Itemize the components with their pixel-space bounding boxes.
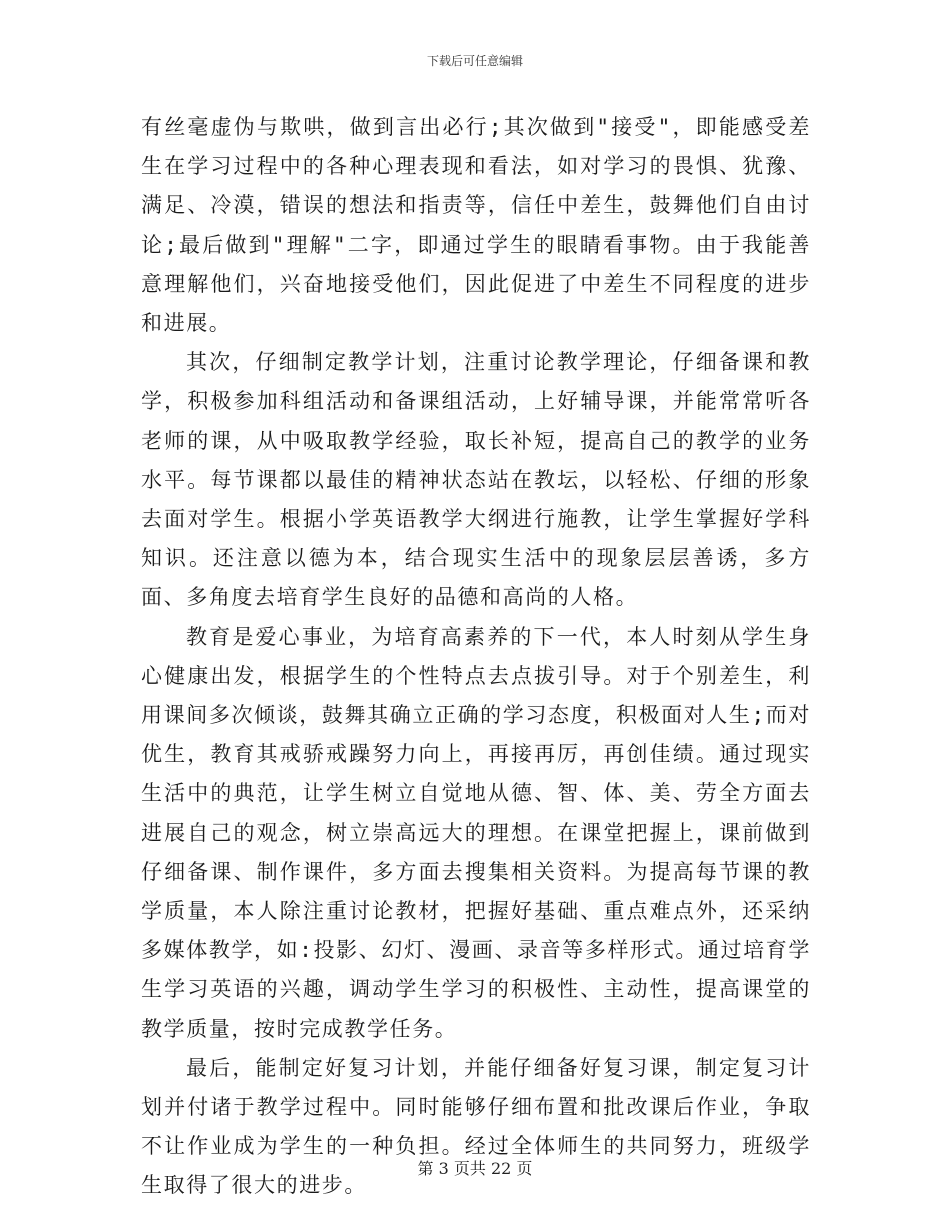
paragraph-3: 教育是爱心事业，为培育高素养的下一代，本人时刻从学生身心健康出发，根据学生的个性特点去点拔引导。对于个别差生，利用课间多次倾谈，鼓舞其确立正确的学习态度，积极面对人生;而对优生，教育其戒骄戒躁努力向上，再接再厉，再创佳绩。通过现实生活中的典范，让学生树立自觉地从德、智、体、美、劳全方面去进展自己的观念，树立崇高远大的理想。在课堂把握上，课前做到仔细备课、制作课件，多方面去搜集相关资料。为提高每节课的教学质量，本人除注重讨论教材，把握好基础、重点难点外，还采纳多媒体教学，如:投影、幻灯、漫画、录音等多样形式。通过培育学生学习英语的兴趣，调动学生学习的积极性、主动性，提高课堂的教学质量，按时完成教学任务。 — [141, 624, 811, 1041]
paragraph-2: 其次，仔细制定教学计划，注重讨论教学理论，仔细备课和教学，积极参加科组活动和备课组活动，上好辅导课，并能常常听各老师的课，从中吸取教学经验，取长补短，提高自己的教学的业务水平。每节课都以最佳的精神状态站在教坛，以轻松、仔细的形象去面对学生。根据小学英语教学大纲进行施教，让学生掌握好学科知识。还注意以德为本，结合现实生活中的现象层层善诱，多方面、多角度去培育学生良好的品德和高尚的人格。 — [141, 350, 811, 610]
paragraph-4: 最后，能制定好复习计划，并能仔细备好复习课，制定复习计划并付诸于教学过程中。同时能够仔细布置和批改课后作业，争取不让作业成为学生的一种负担。经过全体师生的共同努力，班级学生取得了很大的进步。 — [141, 1055, 811, 1198]
paragraph-1: 有丝毫虚伪与欺哄，做到言出必行;其次做到"接受"，即能感受差生在学习过程中的各种心理表现和看法，如对学习的畏惧、犹豫、满足、冷漠，错误的想法和指责等，信任中差生，鼓舞他们自由讨论;最后做到"理解"二字，即通过学生的眼睛看事物。由于我能善意理解他们，兴奋地接受他们，因此促进了中差生不同程度的进步和进展。 — [141, 115, 811, 336]
document-body — [141, 108, 811, 1206]
page-number-footer: 第 3 页共 22 页 — [417, 1159, 533, 1178]
page-header: 下载后可任意编辑 — [426, 54, 523, 68]
